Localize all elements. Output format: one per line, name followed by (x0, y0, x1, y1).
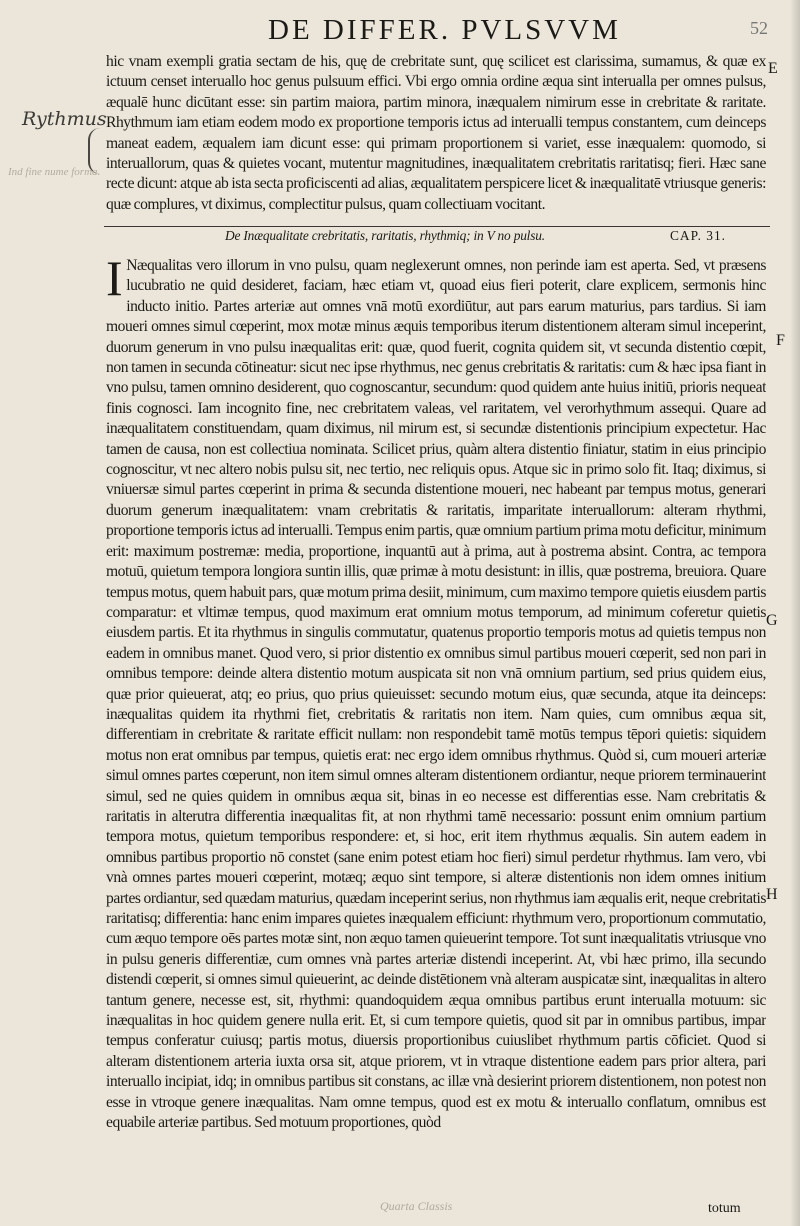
bleed-through-margin-note: Ind fine nume forma. (8, 166, 101, 178)
section-letter-e: E (768, 60, 778, 77)
paragraph-2-text: Næqualitas vero illorum in vno pulsu, quam neglexerunt omnes, non perinde iam est aperta. Sed, vt præsens lucubratio ne quid desideret, faciam, hæc etiam vt, quoad eius fieri poterit, clare explicem, sermonis hinc inducto initio. Partes arteriæ aut omnes vnā motū exordiūtur, aut pars earum maturius, pars tardius. Si iam moueri omnes simul cœperint, mox motæ minus æquis temporibus iterum distentionem alteram simul inceperint, duorum generum in vno pulsu inæqualitas erit: quæ, quod fuerit, cognita quidem sit, vt secunda distentio cœpit, non tamen in secunda cōtineatur: sicut nec ipse rhythmus, nec genus crebritatis & raritatis: cum & hæc ipsa fiant in vno pulsu, tamen omnino desiderent, quo cognoscantur, secundum: quod quidem ante huius initiū, prioris nequeat finis cognosci. Iam incognito fine, nec crebritatem valeas, vel raritatem, vel verorhythmum assequi. Quare ad inæqualitatem constituendam, quam diximus, nil mirum est, si secundæ distentionis principium expectetur. Hac tamen de causa, non est collectiua nominata. Scilicet prius, quàm altera distentio finiatur, statim in eius principio cognoscitur, vt nec altero nobis pulsu sit, nec tertio, nec reliquis opus. Atque sic in primo solo fit. Itaq; diximus, si vniuersæ simul partes cœperint in prima & secunda distentione moueri, nec habeant par tempus motus, generari duorum generum inæqualitatem: vnam crebritatis & raritatis, imparitate interuallorum: alteram rhythmi, proportione temporis ictus ad interualli. Tempus enim partis, quæ omnium partium prima motu deficitur, minimum erit: maximum postremæ: media, proportione, inquantū aut à prima, aut à postrema absint. Contra, ac tempora motuū, quietum tempora longiora suntin illis, quæ primæ à motu desistunt: in illis, quæ postrema, breuiora. Quare tempus motus, quem habuit pars, quæ motum prima desiit, minimum, cum maximo tempore quietis eiusdem partis comparatur: et vltimæ tempus, quod maximum erat omnium motus temporum, ad minimum coferetur quietis eiusdem partis. Et ita rhythmus in singulis commutatur, quatenus proportio temporis motus ad quietis tempus non eadem in omnibus manet. Quod vero, si prior distentio ex omnibus simul partibus moueri cœperit, sed non pari in omnibus tempore: deinde altera distentio motum auspicata sit non vnā omnium partium, sed prius quidem eius, quæ prior quieuerat, atq; eo prius, quo prius quieuisset: secundo motum eius, quæ secunda, atque ita deinceps: inæqualitas quidem ita rhythmi fiet, crebritatis & raritatis non item. Nam quies, cum omnibus æqua sit, differentiam in crebritate & raritate efficit nullam: non respondebit tamē motūs tempus tēpori quietis: siquidem motus non erat omnibus par tempus, quietis erat: nec ergo idem omnibus rhythmus. Quòd si, cum moueri arteriæ simul omnes partes cœperunt, non item simul omnes alteram distentionem ordiantur, neque priorem terminauerint simul, sed ne quies quidem in omnibus æqua sit, binas in eo necesse est differentias esse. Nam crebritatis & raritatis in alterutra differentia inæqualitas fit, at non rhythmi tamē necessario: possunt enim omnium partium tempora motus, quietum temporibus respondere: et, si hoc, erit item rhythmus æqualis. Sin autem eadem in omnibus partibus proportio nō constet (sane enim potest etiam hoc fieri) simul perdetur rhythmus. Iam vero, vbi vnà omnes partes moueri cœperint, motæq; æquo sint tempore, si alteræ distentionis non idem omnes initium partes ordiantur, sed quædam maturius, quædam inceperint serius, non rhythmus iam æqualis erit, neque crebritatis raritatisq; differentia: hanc enim impares quietes inæqualem efficiunt: rhythmum vero, proportionum commutatio, cum æquo tempore oēs partes motæ sint, non æquo tamen quieuerint tempore. Tot sunt inæqualitatis vtriusque vno in pulsu generis differentiæ, cum omnes vnà partes arteriæ distendi inceperint. At, vbi hæc primo, illa secundo distendi cœperit, si omnes simul quieuerint, ac deinde distētionem vnà alteram auspicatæ sint, inæqualitas in altero tantum genere, necesse est, sit, rhythmi: quandoquidem æqua omnibus partibus erunt interualla motuum: sic inæqualitas in hoc quidem genere nulla erit. Et, si cum tempore quietis, quod sit par in omnibus partibus, impar tempus conferatur cuiusq; partis motus, diuersis proportionibus cuiuslibet rhythmum partis cōficiet. Quod si alteram distentionem arteria iuxta orsa sit, atque priorem, vt in vtraque distentione eadem pars prior altera, pari interuallo incipiat, idq; in omnibus partibus sit constans, ac illæ vnà desierint priorem distentionem, non potest non esse in vtroque genere inæqualitas. Nam omne tempus, quod est ex motu & interuallo conflatum, omnibus est equabile arteriæ partibus. Sed motuum proportiones, quòd (106, 257, 766, 1132)
bleed-through-bottom-text: Quarta Classis (380, 1199, 453, 1213)
chapter-title: De Inæqualitate crebritatis, raritatis, rhythmiq; in V no pulsu. (225, 228, 545, 243)
folio-number: 52 (750, 18, 768, 38)
paragraph-1: hic vnam exempli gratia sectam de his, quę de crebritate sunt, quę scilicet est clarissima, sumamus, & quæ ex ictuum censet interuallo hoc genus pulsuum effici. Vbi ergo omnia ordine æqua sint interualla per omnes pulsus, æqualē hunc dicūtant esse: sin partim maiora, partim minora, inæqualem nimirum esse in crebritate & raritate. Rhythmum iam etiam eodem modo ex proportione temporis ictus ad interualli tempus constantem, cum deinceps maneat eadem, æqualem iam dicunt esse: qui primam proportionem si variet, esse inæqualem: quomodo, si interuallorum, quas & quietes vocant, mutentur magnitudines, inæqualitatem crebritatis raritatisq; fieri. Hæc sane recte dicunt: atque ab ista secta proficiscenti ad alias, æqualitatem perspicere licet & inæqualitatē vtriusque generis: quæ complures, vt diximus, complectitur pulsus, quam collectiuam vocitant. (106, 53, 766, 213)
chapter-heading (225, 228, 765, 244)
section-letter-h: H (766, 886, 778, 903)
page-edge-shadow (790, 0, 800, 1226)
catchword: totum (708, 1201, 741, 1216)
drop-cap-initial: I (106, 256, 123, 306)
paragraph-2 (106, 256, 766, 1214)
running-head: DE DIFFER. PVLSVVM (268, 14, 621, 46)
chapter-number: CAP. 31. (670, 228, 726, 243)
chapter-rule (104, 226, 770, 227)
section-letter-f: F (776, 332, 785, 349)
section-letter-g: G (766, 612, 778, 629)
marginal-annotation: Rythmus (22, 108, 107, 130)
